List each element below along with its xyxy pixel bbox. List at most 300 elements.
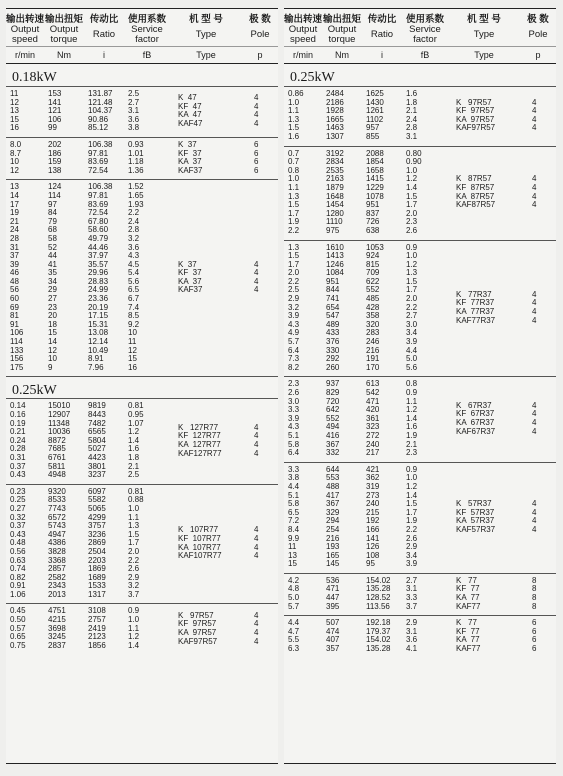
pole-values [242,183,278,372]
table-cell: 2.5 [288,285,300,295]
table-cell: 3.3 [406,593,418,603]
speed-values [6,402,44,479]
table-cell: 395 [326,601,340,611]
table-cell: 2.9 [406,618,418,628]
type-cell: KF 57R37 [456,507,495,517]
type-cell: KA 37 [178,157,202,167]
table-cell: 2.1 [128,461,140,471]
header-unit-cell: Nm [335,50,349,60]
type-cell: KF 37 [178,148,202,158]
type-cell: KAF77 [456,644,481,654]
header-cn-cell: 机 型 号 [467,14,501,25]
table-cell: 17 [10,199,19,209]
table-cell: 60 [10,294,19,304]
table-cell: 975 [326,225,340,235]
table-cell: 488 [326,481,340,491]
table-cell: 2163 [326,174,344,184]
table-cell: 1280 [326,208,344,218]
table-cell: 15 [10,114,19,124]
speed-values [284,466,322,569]
right-table-column [284,8,556,764]
table-cell: 1.8 [128,452,140,462]
speed-values [6,183,44,372]
table-cell: 3.6 [128,242,140,252]
table-cell: 644 [326,464,340,474]
table-cell: 3192 [326,148,344,158]
table-cell: 3.9 [288,311,300,321]
table-cell: 2.8 [128,225,140,235]
header-cn-cell: 使用系数 [127,14,166,25]
left-table-column [6,8,278,764]
table-cell: 1.9 [406,516,418,526]
type-cell: KF 77 [456,626,480,636]
pole-cell: 4 [254,534,259,544]
pole-cell: 6 [254,157,259,167]
type-cell: KF 37 [178,268,202,278]
table-cell: 417 [326,490,340,500]
table-cell: 0.43 [10,529,26,539]
table-cell: 3.4 [406,550,418,560]
table-cell: 2.2 [406,524,418,534]
table-cell: 937 [326,379,340,389]
table-cell: 13 [10,106,19,116]
table-cell: 5582 [88,495,106,505]
table-cell: 1110 [326,217,343,227]
table-cell: 217 [366,448,380,458]
header-unit-cell: fB [420,50,430,60]
table-cell: 0.7 [288,157,300,167]
table-cell: 3.3 [288,464,300,474]
header-units-row [284,47,556,63]
service-factor-values [124,488,170,600]
table-cell: 3.9 [288,413,300,423]
table-cell: 1.52 [128,182,144,192]
table-cell: 1415 [366,174,384,184]
table-cell: 0.24 [10,435,26,445]
table-cell: 29.96 [88,268,109,278]
table-cell: 15 [128,354,137,364]
table-cell: 367 [326,499,340,509]
ratio-values [362,90,402,142]
table-cell: 0.65 [10,632,26,642]
ratio-values [362,244,402,373]
type-cell: KAF97R57 [456,123,496,133]
table-cell: 2.9 [288,294,300,304]
table-cell: 1.5 [406,191,418,201]
table-cell: 2.9 [128,572,140,582]
pole-cell: 4 [254,119,259,129]
table-cell: 3236 [88,529,106,539]
table-cell: 240 [366,499,380,509]
table-cell: 319 [366,481,380,491]
table-cell: 7.4 [128,302,140,312]
pole-cell: 4 [532,409,537,419]
table-cell: 1.7 [406,507,418,517]
table-cell: 12.14 [88,337,109,347]
table-cell: 957 [366,123,380,133]
table-header [6,9,278,64]
table-cell: 6.4 [288,448,300,458]
service-factor-values [124,183,170,372]
header-cn-cell: 输出转速 [6,14,45,25]
table-cell: 8.0 [10,139,22,149]
pole-cell: 4 [254,610,259,620]
table-cell: 5.5 [288,635,300,645]
table-cell: 1078 [366,191,384,201]
torque-values [44,90,84,133]
table-cell: 6.5 [288,507,300,517]
table-cell: 2869 [88,538,106,548]
table-cell: 12 [128,345,137,355]
table-cell: 329 [326,507,340,517]
torque-values [322,380,362,457]
table-cell: 552 [366,285,380,295]
pole-cell: 8 [532,593,537,603]
table-cell: 10.49 [88,345,109,355]
table-cell: 4.3 [128,251,140,261]
type-cell: K 97R57 [456,97,492,107]
table-cell: 13 [10,182,19,192]
table-cell: 24.99 [88,285,109,295]
pole-cell: 4 [254,440,259,450]
header-en-cell: Output torque [327,23,357,45]
table-cell: 8.91 [88,354,104,364]
table-cell: 29 [48,285,57,295]
table-cell: 3.2 [288,302,300,312]
table-cell: 1.6 [406,89,418,98]
type-cell: KA 77R37 [456,306,495,316]
header-cn-cell: 极 数 [527,14,549,25]
table-cell: 3.6 [406,635,418,645]
table-cell: 31 [10,242,19,252]
table-cell: 323 [366,422,380,432]
ratio-values [362,466,402,569]
table-cell: 0.75 [10,640,26,650]
table-cell: 1.3 [288,114,300,124]
table-cell: 547 [326,311,340,321]
type-values [170,402,242,479]
table-cell: 3.3 [288,405,300,415]
table-cell: 0.95 [128,410,144,419]
table-cell: 2.0 [406,294,418,304]
table-cell: 3.0 [406,319,418,329]
table-cell: 8.4 [288,524,300,534]
service-factor-values [124,90,170,133]
header-en-cell: Type [473,28,495,40]
table-cell: 471 [366,396,380,406]
pole-cell: 4 [254,268,259,278]
table-cell: 924 [366,251,380,261]
pole-cell: 4 [532,174,537,184]
header-cn-cell: 输出扭矩 [322,14,361,25]
type-values [448,380,520,457]
speed-values [6,90,44,133]
table-cell: 6572 [48,512,66,522]
table-cell: 5.0 [406,354,418,364]
type-cell: K 77 [456,618,477,628]
pole-cell: 4 [532,418,537,428]
table-cell: 4948 [48,470,66,480]
table-cell: 5.7 [288,337,300,347]
type-values [448,619,520,653]
service-factor-values [402,150,448,236]
pole-cell: 4 [254,448,259,458]
table-cell: 542 [366,388,380,397]
table-cell: 494 [326,422,340,432]
table-cell: 58.60 [88,225,109,235]
speed-values [284,90,322,142]
table-cell: 622 [366,276,380,286]
table-cell: 489 [326,319,340,329]
torque-values [322,150,362,236]
type-values [448,90,520,142]
table-cell: 4947 [48,529,66,539]
table-cell: 471 [326,584,340,594]
table-cell: 1879 [326,182,344,192]
table-cell: 85.12 [88,123,109,133]
type-cell: K 67R37 [456,400,492,410]
pole-cell: 4 [532,114,537,124]
pole-cell: 4 [254,431,259,441]
table-cell: 192 [366,516,380,526]
table-cell: 20.19 [88,302,109,312]
table-cell: 320 [366,319,380,329]
table-cell: 3.1 [128,106,140,116]
table-cell: 1.6 [288,131,300,141]
table-cell: 56 [10,285,19,295]
table-cell: 416 [326,430,340,440]
type-cell: KA 77 [456,593,480,603]
header-en-cell: Pole [250,28,270,40]
type-cell: K 77 [456,575,477,585]
table-cell: 2.2 [128,208,140,218]
table-cell: 1.18 [128,157,144,167]
table-cell: 5.6 [406,362,418,372]
table-cell: 6.4 [288,345,300,355]
table-cell: 1869 [88,564,106,574]
table-cell: 72.54 [88,208,109,218]
table-cell: 0.8 [406,379,418,389]
header-en-cell: Type [195,28,217,40]
pole-cell: 4 [254,93,259,103]
table-cell: 1.65 [128,190,144,200]
table-cell: 0.31 [10,452,26,462]
table-cell: 5.0 [288,593,300,603]
table-cell: 0.9 [406,242,418,252]
table-cell: 2582 [48,572,66,582]
header-en-cell: Output speed [288,23,318,45]
table-cell: 4386 [48,538,66,548]
table-cell: 14 [48,337,57,347]
table-cell: 0.88 [128,495,144,505]
speed-values [6,607,44,650]
table-cell: 6097 [88,486,106,496]
table-cell: 39 [10,259,19,269]
table-cell: 0.37 [10,461,26,471]
table-cell: 1.2 [128,427,140,437]
table-cell: 3368 [48,555,66,565]
pole-values [242,90,278,133]
torque-values [44,402,84,479]
ratio-values [84,183,124,372]
table-cell: 21 [10,216,19,226]
table-cell: 2013 [48,589,66,599]
gearmotor-group [6,86,278,137]
pole-cell: 4 [254,259,259,269]
pole-cell: 4 [254,542,259,552]
table-cell: 2757 [88,615,106,625]
table-cell: 1.3 [288,242,300,252]
torque-values [322,619,362,653]
table-cell: 5.8 [288,439,300,449]
header-unit-cell: Type [474,50,494,60]
header-en-cell: Output speed [10,23,40,45]
type-cell: KF 47 [178,101,202,111]
table-cell: 1.2 [406,259,418,269]
torque-values [44,607,84,650]
table-cell: 3.4 [406,328,418,338]
header-unit-cell: i [103,50,105,60]
type-cell: KAF77R37 [456,315,496,325]
table-cell: 72.54 [88,165,109,175]
table-cell: 421 [366,464,380,474]
table-cell: 1.1 [128,512,140,522]
table-cell: 2.2 [128,555,140,565]
table-cell: 0.37 [10,521,26,531]
table-cell: 41 [48,259,57,269]
table-cell: 8.2 [288,362,300,372]
table-cell: 12 [48,345,57,355]
table-cell: 23 [48,302,57,312]
type-cell: KA 97R57 [178,627,217,637]
header-unit-cell: i [381,50,383,60]
table-cell: 1.6 [406,422,418,432]
table-cell: 1.8 [406,97,418,107]
type-values [170,488,242,600]
table-cell: 829 [326,388,340,397]
table-cell: 1.4 [406,182,418,192]
table-cell: 202 [48,139,62,149]
table-cell: 145 [326,559,340,569]
table-cell: 135.28 [366,644,391,654]
table-cell: 2.9 [406,542,418,552]
table-cell: 99 [48,123,57,133]
table-cell: 376 [326,337,340,347]
table-cell: 97.81 [88,148,109,158]
table-cell: 1.7 [288,208,300,218]
type-values [448,244,520,373]
table-cell: 8443 [88,410,106,419]
pole-values [242,402,278,479]
type-cell: KA 47 [178,110,202,120]
table-cell: 0.48 [10,538,26,548]
type-cell: KA 97R57 [456,114,495,124]
table-cell: 3757 [88,521,106,531]
table-cell: 2.6 [288,388,300,397]
table-cell: 9.2 [128,319,140,329]
pole-cell: 6 [254,139,259,149]
pole-values [242,488,278,600]
table-cell: 124 [48,182,62,192]
table-cell: 97 [48,199,57,209]
table-cell: 7.3 [288,354,300,364]
table-cell: 170 [366,362,380,372]
table-cell: 68 [48,225,57,235]
table-cell: 1317 [88,589,106,599]
table-cell: 357 [326,644,340,654]
table-cell: 24 [10,225,19,235]
table-cell: 6.3 [288,644,300,654]
table-cell: 844 [326,285,340,295]
table-cell: 3.1 [406,584,418,594]
table-cell: 8.5 [128,311,140,321]
type-cell: K 77R37 [456,289,492,299]
table-cell: 27 [48,294,57,304]
table-cell: 294 [326,516,340,526]
table-cell: 2.0 [406,208,418,218]
pole-cell: 4 [532,289,537,299]
table-cell: 1.0 [288,174,300,184]
pole-values [520,380,556,457]
table-cell: 69 [10,302,19,312]
table-cell: 553 [326,473,340,483]
pole-cell: 4 [532,106,537,116]
table-cell: 3108 [88,606,106,616]
table-cell: 3698 [48,623,66,633]
table-cell: 15 [288,559,297,569]
pole-cell: 4 [254,285,259,295]
pole-cell: 6 [532,644,537,654]
table-cell: 1.7 [128,538,140,548]
table-cell: 272 [366,430,380,440]
table-cell: 46 [10,268,19,278]
table-cell: 34 [48,276,57,286]
table-cell: 273 [366,490,380,500]
table-header [284,9,556,64]
table-cell: 2343 [48,581,66,591]
table-cell: 2.8 [406,123,418,133]
table-cell: 83.69 [88,199,109,209]
table-cell: 19 [10,208,19,218]
type-cell: KA 57R37 [456,516,495,526]
table-cell: 2203 [88,555,106,565]
table-cell: 2.7 [406,575,418,585]
table-cell: 0.57 [10,623,26,633]
table-cell: 3.9 [406,559,418,569]
table-cell: 159 [48,157,62,167]
table-cell: 91 [10,319,19,329]
table-cell: 1856 [88,640,106,650]
pole-cell: 4 [254,101,259,111]
type-cell: KA 37 [178,276,202,286]
table-cell: 1.2 [406,481,418,491]
table-cell: 1.0 [128,615,140,625]
table-cell: 1610 [326,242,344,252]
table-cell: 9.9 [288,533,300,543]
table-cell: 4.3 [288,319,300,329]
table-cell: 358 [366,311,380,321]
table-cell: 11348 [48,418,70,428]
table-cell: 67.80 [88,216,109,226]
speed-values [284,150,322,236]
table-cell: 3828 [48,546,66,556]
table-cell: 1.2 [406,174,418,184]
table-cell: 447 [326,593,340,603]
header-unit-cell: Nm [57,50,71,60]
table-cell: 1.1 [406,396,418,406]
table-cell: 215 [366,507,380,517]
table-cell: 2.0 [128,546,140,556]
